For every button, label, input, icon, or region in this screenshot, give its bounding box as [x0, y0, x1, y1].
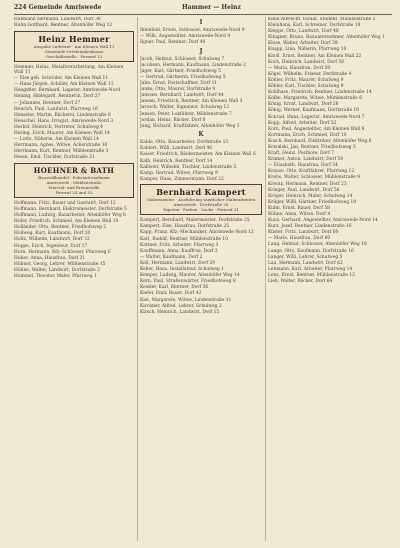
list-item: Jansen, Friedrich, Rentner, Am Kleinen Wall 3 [140, 99, 243, 105]
list-item: Kattner, Fritz, Arbeiter, Pfarrweg 3 [140, 242, 219, 248]
ad-title: Bernhard Kampert [156, 187, 246, 198]
list-item: Kowalski, Jan, Rentner, Friedhofsweg 3 [268, 144, 356, 150]
list-item: Huber, Anna, Hausfrau, Dorf 31 [14, 255, 86, 261]
list-item: Krause, Otto, Kraftfahrer, Pfarrweg 12 [268, 169, 355, 175]
list-item: Herrmann, Kurt, Rentner, Mühlenstraße 3 [14, 149, 109, 155]
list-item: Köhler, Fritz, Maurer, Schulweg 9 [268, 77, 344, 83]
list-item: Kapp, Franz, Kfz.-Mechaniker, Amriswede-Nord 12 [140, 230, 254, 236]
list-item: Kiel, Margarete, Witwe, Lindenstraße 11 [140, 297, 232, 303]
list-item: Kern, Paul, Straßenwärter, Friedhofsweg 8 [140, 279, 236, 285]
ad-line: Amriswede · Mühlenstraße [46, 179, 102, 185]
entries-mid [14, 65, 134, 161]
list-item: Kirchner, Alfred, Lehrer, Schulweg 2 [140, 303, 222, 309]
list-item: Lenz, Ernst, Rentner, Mühlenstraße 12 [268, 272, 355, 278]
advertisement-hoehner-bath [14, 163, 134, 198]
ad-line: Geschäftsstelle · Fernruf 12 [45, 53, 103, 59]
list-item: Konrad, Hans, Lagerist, Amriswede-Nord 7 [268, 114, 365, 120]
list-item: Lange, Otto, Kaufmann, Dorfstraße 16 [268, 248, 354, 254]
list-item: Hoffmann, Fritz, Bauer und Gastwirt, Dorf 12 [14, 200, 116, 206]
list-item: — Gertrud, Gärtnerin, Friedhofsweg 5 [140, 74, 226, 80]
list-item: Hahmann Hermann, Landwirt, Dorf 38 [14, 17, 101, 22]
list-item: Kunz, Gerhard, Angestellter, Amriswede-Nord 14 [268, 218, 378, 224]
list-item: Jensen, Peter, Lokführer, Mühlenstraße 7 [140, 111, 232, 117]
list-item: Knapp, Lina, Näherin, Pfarrweg 10 [268, 47, 347, 53]
list-item: Kemper, Ludwig, Maurer, Altenhöfer Weg 14 [140, 273, 240, 279]
list-item: Kamper, Hans, Zimmermann, Dorf 22 [140, 176, 224, 182]
advertisement-hemmer [14, 31, 134, 62]
list-item: Jahn, Ernst, Postschaffner, Dorf 11 [140, 81, 218, 87]
list-item: Kamp, Gertrud, Witwe, Pfarrweg 9 [140, 170, 218, 176]
list-item: Janke, Otto, Maurer, Dorfstraße 9 [140, 87, 216, 93]
ad-line: Amriswede · Dorfstraße 25 [173, 202, 229, 208]
list-item: Hering, Erich, Maurer, Am Kleinen Wall 14 [14, 131, 110, 137]
list-item: Holtz, Wilhelm, Landwirt, Dorf 33 [14, 237, 90, 243]
list-item: Kosch, Bernhard, Elektriker, Altenhöfer Weg 6 [268, 138, 372, 144]
section-letter-j: J [199, 47, 203, 55]
list-item: Henschel, Hans, Drogist, Amriswede-Nord 3 [14, 118, 114, 124]
list-item: Kampert, Else, Hausfrau, Dorfstraße 25 [140, 224, 230, 230]
list-item: Krebs, Walter, Schlosser, Mühlenstraße 9 [268, 175, 361, 181]
list-item: Hengstler, Bernhard, Lagerer, Amriswede-Nord [14, 88, 121, 94]
list-item: Lang, Helmut, Schlosser, Altenhöfer Weg 10 [268, 242, 367, 248]
list-item: Jacobsen, Hermann, Kaufmann, Lindenstraße 2 [140, 62, 246, 68]
list-item: Langer, Willi, Lehrer, Schulweg 5 [268, 254, 343, 260]
list-item: Jordan, Heinz, Bäcker, Dorf 8 [140, 117, 206, 123]
section-letter-k: K [198, 131, 204, 139]
list-item: Lehmann, Karl, Arbeiter, Pfarrweg 14 [268, 266, 353, 272]
list-item: Lau, Hermann, Landwirt, Dorf 62 [268, 260, 343, 266]
section-letter-i: I [199, 19, 203, 26]
list-item: — Walter, Kaufmann, Dorf 2 [140, 254, 203, 260]
directory-page [14, 4, 392, 544]
list-item: — Elisabeth, Hausfrau, Dorf 54 [268, 163, 338, 169]
list-item: Köhler, Karl, Tischler, Schulweg 9 [268, 84, 344, 90]
list-item: Keil, Hermann, Landwirt, Dorf 29 [140, 260, 215, 266]
list-item: Hoffmann, Ludwig, Bauarbeiter, Altenhöfer Weg 8 [14, 213, 126, 219]
list-item: Hühne, Walter, Landwirt, Dorfstraße 2 [14, 267, 100, 273]
list-item: Henrich, Paul, Landwirt, Pfarrweg 16 [14, 106, 98, 112]
list-item: Hummel, Theodor, Maler, Pfarrweg 1 [14, 274, 97, 280]
ad-line: Tapeten · Farben · Lacke · Fernruf 31 [163, 207, 239, 213]
header-page-number: 224 Gemeinde Amriswede [14, 4, 102, 11]
ad-line: Gemeinde-Ortskrankenkasse [44, 48, 104, 54]
list-item: Herbst, Heinrich, Vertreter, Schulweg 4 [14, 124, 103, 130]
list-item: Hemmer, Heinz, Metallverarbeitung, Am Kleinen Wall 11 [14, 64, 125, 76]
list-item: Kessler, Karl, Rentner, Dorf 36 [140, 285, 209, 291]
list-item: Knoll, Ernst, Rentner, Am Kleinen Wall 22 [268, 53, 362, 59]
ad-line: Malermeister · Ausführung sämtlicher Malerarbeiten [146, 197, 256, 203]
list-item: Janssen, Bernhard, Landwirt, Dorf 44 [140, 93, 224, 99]
entries-bottom [14, 201, 134, 280]
list-item: Holländer, Otto, Rentner, Friedhofsweg 2 [14, 225, 107, 231]
page-header [14, 4, 392, 14]
list-item: Ihlenfeld, Erwin, Schlosser, Amriswede-Nord 9 [140, 28, 245, 33]
list-item: — Marie, Hausfrau, Dorf 60 [268, 236, 331, 242]
list-item: Kauffmann, Anna, Kauffrau, Dorf 2 [140, 248, 218, 254]
list-item: Klose, Walter, Arbeiter, Dorf 39 [268, 41, 338, 47]
list-item: Kortmann, Erich, Schmied, Dorf 18 [268, 132, 347, 138]
list-item: Krieger, Paul, Landwirt, Dorf 56 [268, 187, 340, 193]
list-item: Korn, Paul, Angestellter, Am Kleinen Wall 9 [268, 126, 365, 132]
list-item: Kuhn, Ernst, Bauer, Dorf 58 [268, 205, 330, 211]
list-item: Kalb, Heinrich, Rentner, Dorf 14 [140, 158, 213, 164]
column-1 [14, 17, 134, 541]
column-2 [140, 17, 262, 541]
column-divider [265, 17, 266, 541]
list-item: Kiefer, Emil, Bauer, Dorf 42 [140, 291, 202, 297]
list-item: Jung, Richard, Kraftfahrer, Altenhöfer Weg 3 [140, 123, 240, 129]
list-item: — Else geb. Schröder, Am Kleinen Wall 11 [14, 76, 109, 82]
list-item: Karl, Rudolf, Rentner, Mühlenstraße 10 [140, 236, 229, 242]
ad-line: Fernruf 24 und 53 [55, 189, 93, 195]
ad-title: Heinz Hemmer [38, 33, 110, 44]
list-item: Kramer, Anton, Landwirt, Dorf 54 [268, 157, 344, 163]
list-item: Kahlert, Willi, Landwirt, Dorf 46 [140, 146, 213, 152]
list-item: Hoffmann, Bernhard, Elektromeister, Dorfstraße 5 [14, 207, 127, 212]
list-item: Kallweit, Wilhelm, Tischler, Lindenstraße 5 [140, 164, 237, 170]
list-item: Hesse, Emil, Tischler, Dorfstraße 21 [14, 155, 95, 161]
list-item: Krüger, Willi, Gärtner, Friedhofsweg 10 [268, 199, 357, 205]
list-item: Kohlhase, Friedrich, Rentner, Lindenstraße 14 [268, 90, 372, 96]
list-item: König, Werner, Kaufmann, Dorfstraße 10 [268, 108, 360, 114]
list-item: Keller, Hans, Installateur, Schulweg 1 [140, 267, 224, 273]
list-item: — Hans Jürgen, Schüler, Am Kleinen Wall 11 [14, 82, 114, 88]
list-item: Kurz, Josef, Rentner, Lindenstraße 16 [268, 224, 352, 230]
list-item: Hoppe, Erich, Ingenieur, Dorf 17 [14, 243, 88, 249]
list-item: Ilgner, Paul, Rentner, Dorf 40 [140, 40, 206, 46]
list-item: Kolbe, Margarete, Witwe, Mühlenstraße 6 [268, 96, 363, 102]
header-rule [14, 14, 392, 15]
list-item: — Maria, Hausfrau, Dorf 50 [268, 65, 331, 71]
list-item: Kraft, Heinz, Postbote, Dorf 7 [268, 151, 335, 157]
list-item: Kleppe, Otto, Landwirt, Dorf 48 [268, 29, 339, 35]
ad-line: Mineral- und Brennstoffe [48, 184, 100, 190]
ad-line: Ausgabe Lieferant · Am Kleinen Wall 11 [33, 43, 115, 49]
list-item: Henseler, Martin, Bäckerei, Lindenstraße 8 [14, 112, 111, 118]
list-item: Kirsch, Heinrich, Landwirt, Dorf 15 [140, 309, 220, 315]
list-item: Kahle, Otto, Bauarbeiter, Dorfstraße 13 [140, 140, 229, 146]
list-item: — Johannes, Rentner, Dorf 27 [14, 100, 81, 106]
list-item: Kühne, Anna, Witwe, Dorf 4 [268, 212, 331, 217]
list-item: Hennig, Hildegard, Rentnerin, Dorf 27 [14, 94, 101, 100]
list-item: Klingner, Bruno, Bauunternehmer, Altenhöfer Weg 1 [268, 35, 385, 41]
list-item: Klein-Albrecht, Ewald, Student, Mühlenstraße 2 [268, 17, 376, 22]
list-item: Kopp, Alfred, Arbeiter, Dorf 52 [268, 120, 337, 126]
list-item: Jacob, Helmut, Schlosser, Schulweg 7 [140, 56, 225, 62]
header-name-range: Hammer — Heinz [182, 4, 241, 11]
list-item: Jarosch, Walter, Ingenieur, Schulweg 12 [140, 105, 230, 111]
list-item: Kögel, Wilhelm, Friseur, Dorfstraße 4 [268, 71, 352, 77]
advertisement-kampert [140, 184, 262, 215]
list-item: Lieb, Walter, Bäcker, Dorf 64 [268, 279, 333, 285]
list-item: Kreutz, Hermann, Rentner, Dorf 23 [268, 181, 347, 187]
list-item: König, Ernst, Landwirt, Dorf 26 [268, 102, 339, 108]
entries-top [14, 17, 134, 29]
list-item: — Lotte, Näherin, Am Kleinen Wall 14 [14, 137, 99, 143]
ad-title: HOEHNER & BATH [33, 165, 115, 175]
list-item: Kaiser, Friedrich, Bäckermeister, Am Kleinen Wall 6 [140, 152, 256, 158]
list-item: Jäger, Karl, Gärtner, Friedhofsweg 5 [140, 68, 221, 74]
list-item: Hahn Gotthard, Rentner, Altenhöfer Weg 12 [14, 23, 113, 29]
column-divider [137, 17, 138, 541]
list-item: Kröger, Heinrich, Maler, Schulweg 14 [268, 193, 353, 199]
list-item: — Willi, Angestellter, Amriswede-Nord 9 [140, 34, 231, 40]
list-item: Hollweg, Kurt, Kaufmann, Dorf 20 [14, 231, 91, 237]
list-item: Küster, Fritz, Landwirt, Dorf 60 [268, 230, 339, 236]
list-item: Herrmann, Agnes, Witwe, Ackerstraße 10 [14, 143, 108, 149]
list-item: Kleinhans, Karl, Schreiner, Dorfstraße 18 [268, 23, 361, 29]
list-item: Hübner, Georg, Lehrer, Mühlenstraße 15 [14, 261, 106, 267]
list-item: Koch, Heinrich, Landwirt, Dorf 50 [268, 59, 344, 65]
list-item: Hofer, Friedrich, Schmied, Am Kleinen Wall 19 [14, 219, 119, 225]
list-item: Horn, Hermann, Kfz.-Schlosser, Pfarrweg 6 [14, 249, 111, 255]
ad-line: Baustoffhandel · Fuhrunternehmen [38, 174, 110, 180]
column-3 [268, 17, 392, 541]
list-item: Kampert, Bernhard, Malermeister, Dorfstraße 25 [140, 218, 250, 224]
